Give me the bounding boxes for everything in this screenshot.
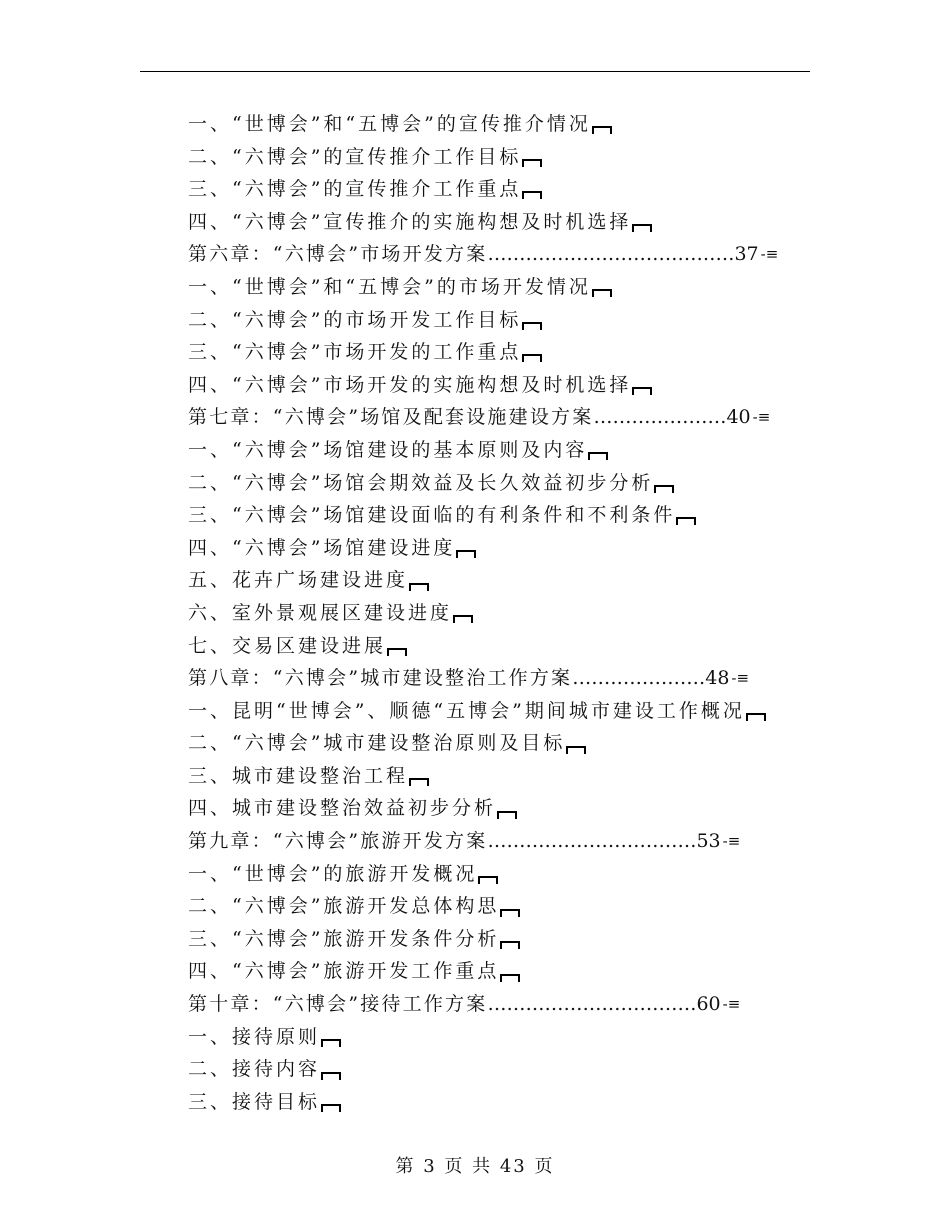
toc-chapter-entry[interactable] — [188, 401, 818, 434]
toc-entry-title: 第六章：“六博会”市场开发方案 — [188, 243, 488, 266]
toc-section-entry[interactable] — [188, 695, 818, 728]
toc-entry-title: 第七章：“六博会”场馆及配套设施建设方案 — [188, 406, 594, 429]
field-code-marker-icon — [453, 615, 473, 623]
toc-entry-title: 三、“六博会”场馆建设面临的有利条件和不利条件 — [188, 504, 676, 527]
toc-section-entry[interactable] — [188, 467, 818, 500]
toc-entry-title: 四、城市建设整治效益初步分析 — [188, 797, 497, 820]
field-code-marker-icon — [522, 191, 542, 199]
toc-leader-dots: …………………………… — [487, 830, 697, 853]
toc-end-mark: -≡ — [722, 995, 741, 1014]
toc-section-entry[interactable] — [188, 532, 818, 565]
toc-entry-title: 三、“六博会”旅游开发条件分析 — [188, 927, 500, 950]
toc-entry-title: 二、“六博会”场馆会期效益及长久效益初步分析 — [188, 471, 654, 494]
toc-section-entry[interactable] — [188, 206, 818, 239]
toc-section-entry[interactable] — [188, 792, 818, 825]
page-footer: 第 3 页 共 43 页 — [395, 1156, 555, 1177]
toc-entry-title: 二、“六博会”旅游开发总体构思 — [188, 895, 500, 918]
toc-entry-title: 三、“六博会”的宣传推介工作重点 — [188, 178, 522, 201]
field-code-marker-icon — [387, 648, 407, 656]
toc-entry-title: 一、“世博会”和“五博会”的市场开发情况 — [188, 275, 591, 298]
field-code-marker-icon — [456, 550, 476, 558]
toc-entry-title: 四、“六博会”旅游开发工作重点 — [188, 960, 500, 983]
field-code-marker-icon — [497, 811, 517, 819]
toc-section-entry[interactable] — [188, 499, 818, 532]
field-code-marker-icon — [632, 224, 652, 232]
field-code-marker-icon — [409, 778, 429, 786]
toc-entry-title: 一、昆明“世博会”、顺德“五博会”期间城市建设工作概况 — [188, 699, 745, 722]
toc-entry-title: 三、城市建设整治工程 — [188, 764, 409, 787]
toc-entry-title: 四、“六博会”市场开发的实施构想及时机选择 — [188, 373, 632, 396]
toc-entry-title: 三、接待目标 — [188, 1090, 321, 1113]
toc-section-entry[interactable] — [188, 727, 818, 760]
field-code-marker-icon — [321, 1039, 341, 1047]
toc-end-mark: -≡ — [731, 669, 750, 688]
toc-section-entry[interactable] — [188, 564, 818, 597]
toc-section-entry[interactable] — [188, 108, 818, 141]
toc-section-entry[interactable] — [188, 630, 818, 663]
toc-section-entry[interactable] — [188, 858, 818, 891]
toc-end-mark: -≡ — [752, 408, 771, 427]
toc-leader-dots: …………………………… — [487, 993, 697, 1016]
toc-page-number: 53 — [696, 830, 721, 853]
toc-chapter-entry[interactable] — [188, 825, 818, 858]
field-code-marker-icon — [566, 746, 586, 754]
field-code-marker-icon — [500, 974, 520, 982]
field-code-marker-icon — [500, 909, 520, 917]
toc-entry-title: 一、“世博会”的旅游开发概况 — [188, 862, 478, 885]
toc-section-entry[interactable] — [188, 1053, 818, 1086]
toc-chapter-entry[interactable] — [188, 662, 818, 695]
toc-entry-title: 一、“六博会”场馆建设的基本原则及内容 — [188, 438, 588, 461]
toc-section-entry[interactable] — [188, 434, 818, 467]
field-code-marker-icon — [522, 322, 542, 330]
toc-end-mark: -≡ — [760, 245, 779, 264]
toc-section-entry[interactable] — [188, 141, 818, 174]
toc-entry-title: 二、“六博会”的市场开发工作目标 — [188, 308, 522, 331]
field-code-marker-icon — [522, 159, 542, 167]
toc-entry-title: 四、“六博会”宣传推介的实施构想及时机选择 — [188, 210, 632, 233]
toc-leader-dots: ………………… — [593, 406, 727, 429]
toc-entry-title: 第十章：“六博会”接待工作方案 — [188, 993, 488, 1016]
toc-page-number: 48 — [705, 667, 730, 690]
header-rule — [140, 71, 810, 72]
toc-section-entry[interactable] — [188, 1021, 818, 1054]
toc-page-number: 40 — [726, 406, 751, 429]
field-code-marker-icon — [632, 387, 652, 395]
toc-page-number: 60 — [696, 993, 721, 1016]
field-code-marker-icon — [592, 126, 612, 134]
field-code-marker-icon — [321, 1104, 341, 1112]
field-code-marker-icon — [592, 289, 612, 297]
toc-section-entry[interactable] — [188, 1086, 818, 1119]
toc-section-entry[interactable] — [188, 597, 818, 630]
toc-entry-title: 二、“六博会”城市建设整治原则及目标 — [188, 732, 566, 755]
toc-entry-title: 一、“世博会”和“五博会”的宣传推介情况 — [188, 113, 591, 135]
toc-end-mark: -≡ — [722, 832, 741, 851]
toc-leader-dots: ………………… — [572, 667, 706, 690]
toc-entry-title: 二、接待内容 — [188, 1058, 321, 1081]
toc-leader-dots: ………………………………… — [487, 243, 735, 266]
toc-entry-title: 一、接待原则 — [188, 1025, 321, 1048]
toc-section-entry[interactable] — [188, 760, 818, 793]
toc-section-entry[interactable] — [188, 336, 818, 369]
toc-entry-title: 四、“六博会”场馆建设进度 — [188, 536, 456, 559]
table-of-contents — [188, 108, 818, 1118]
toc-section-entry[interactable] — [188, 369, 818, 402]
field-code-marker-icon — [588, 452, 608, 460]
field-code-marker-icon — [500, 941, 520, 949]
field-code-marker-icon — [676, 517, 696, 525]
toc-section-entry[interactable] — [188, 890, 818, 923]
field-code-marker-icon — [746, 713, 766, 721]
toc-entry-title: 第九章：“六博会”旅游开发方案 — [188, 830, 488, 853]
field-code-marker-icon — [478, 876, 498, 884]
toc-section-entry[interactable] — [188, 923, 818, 956]
field-code-marker-icon — [409, 583, 429, 591]
toc-section-entry[interactable] — [188, 271, 818, 304]
toc-entry-title: 五、花卉广场建设进度 — [188, 569, 409, 592]
field-code-marker-icon — [522, 354, 542, 362]
toc-entry-title: 三、“六博会”市场开发的工作重点 — [188, 341, 522, 364]
toc-entry-title: 第八章：“六博会”城市建设整治工作方案 — [188, 667, 573, 690]
toc-section-entry[interactable] — [188, 173, 818, 206]
toc-entry-title: 二、“六博会”的宣传推介工作目标 — [188, 145, 522, 168]
toc-section-entry[interactable] — [188, 955, 818, 988]
toc-section-entry[interactable] — [188, 304, 818, 337]
toc-chapter-entry[interactable] — [188, 238, 818, 271]
toc-entry-title: 七、交易区建设进展 — [188, 634, 387, 657]
toc-page-number: 37 — [734, 243, 759, 266]
field-code-marker-icon — [321, 1072, 341, 1080]
toc-chapter-entry[interactable] — [188, 988, 818, 1021]
field-code-marker-icon — [654, 485, 674, 493]
toc-entry-title: 六、室外景观展区建设进度 — [188, 601, 453, 624]
